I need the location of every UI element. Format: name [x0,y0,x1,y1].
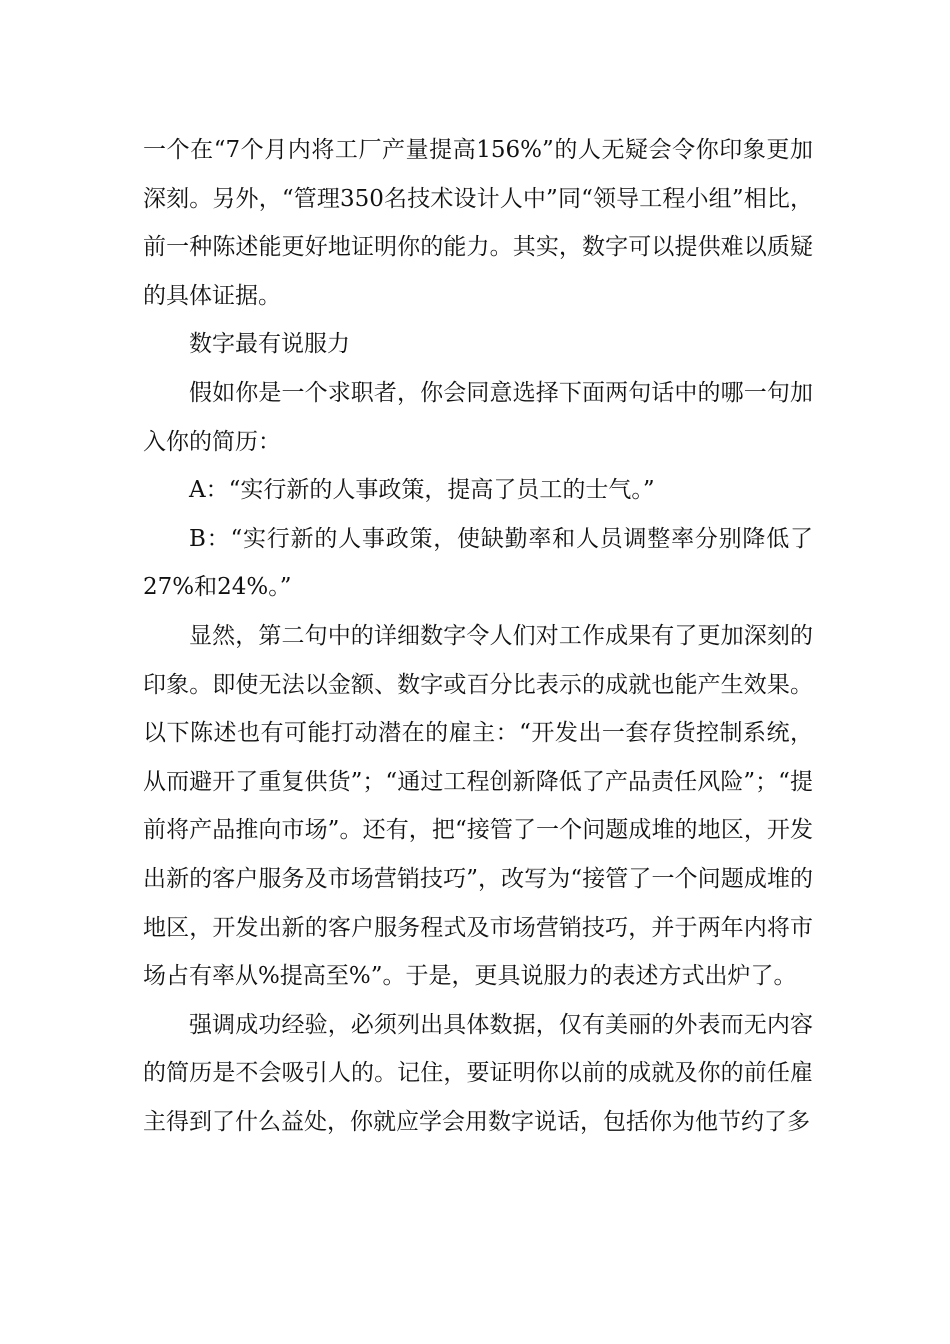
paragraph-conclusion: 强调成功经验，必须列出具体数据，仅有美丽的外表而无内容的简历是不会吸引人的。记住，要证明你以前的成就及你的前任雇主得到了什么益处，你就应学会用数字说话，包括你为他节约了多 [143,1011,813,1135]
option-b: B：“实行新的人事政策，使缺勤率和人员调整率分别降低了27%和24%。” [143,525,813,601]
paragraph-question: 假如你是一个求职者，你会同意选择下面两句话中的哪一句加入你的简历： [143,379,813,455]
option-a: A：“实行新的人事政策，提高了员工的士气。” [189,477,655,504]
paragraph-intro: 一个在“7个月内将工厂产量提高156%”的人无疑会令你印象更加深刻。另外，“管理350名技术设计人中”同“领导工程小组”相比，前一种陈述能更好地证明你的能力。其实，数字可以提供难以质疑的具体证据。 [143,137,813,309]
paragraph-explanation: 显然，第二句中的详细数字令人们对工作成果有了更加深刻的印象。即使无法以金额、数字或百分比表示的成就也能产生效果。以下陈述也有可能打动潜在的雇主：“开发出一套存货控制系统，从而避开了重复供货”；“通过工程创新降低了产品责任风险”；“提前将产品推向市场”。还有，把“接管了一个问题成堆的地区，开发出新的客户服务及市场营销技巧”，改写为“接管了一个问题成堆的地区，开发出新的客户服务程式及市场营销技巧，并于两年内将市场占有率从%提高至%”。于是，更具说服力的表述方式出炉了。 [143,622,813,990]
section-heading: 数字最有说服力 [189,331,350,358]
document-body [143,126,813,1146]
